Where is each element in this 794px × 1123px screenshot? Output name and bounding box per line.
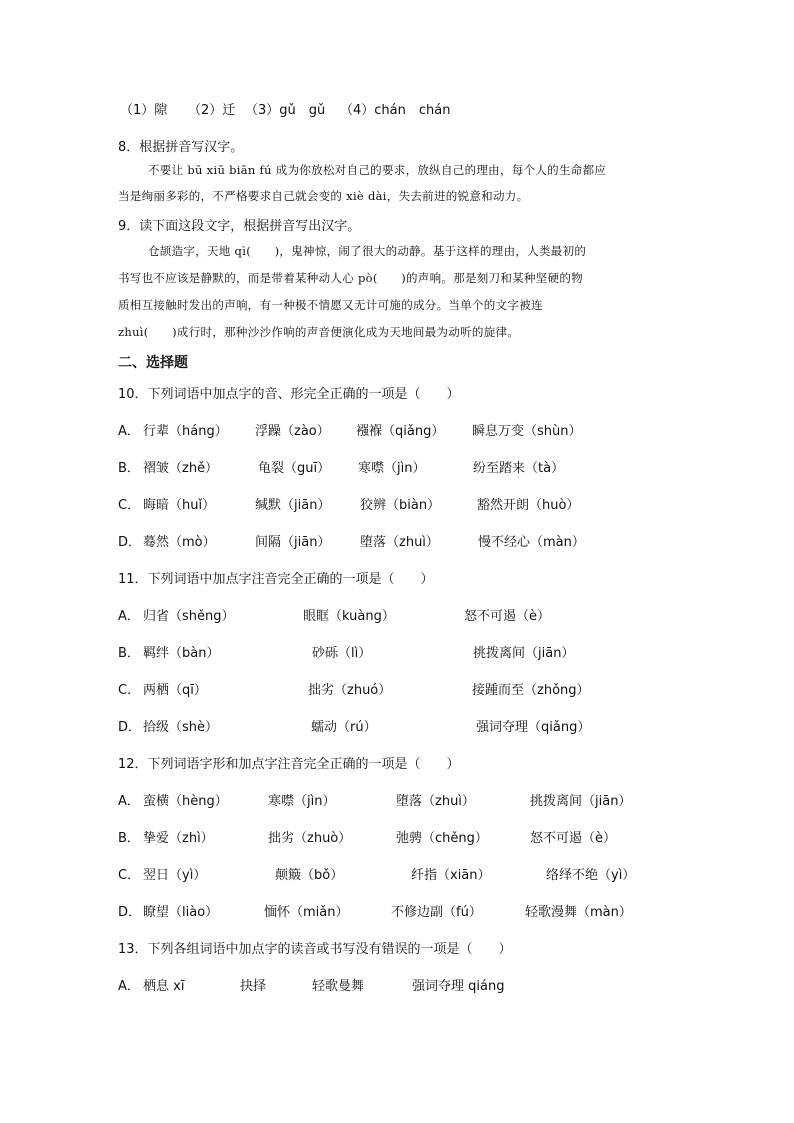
option-item: 浮躁（zào） bbox=[255, 424, 330, 439]
option-item: 弛骋（chěng） bbox=[396, 831, 488, 846]
option-item: 龟裂（guī） bbox=[258, 461, 331, 476]
option-item: 拙劣（zhuò） bbox=[268, 831, 352, 846]
answer-4: （4）chán chán bbox=[340, 103, 451, 118]
question-9-paragraph-line: zhuì( )成行时，那种沙沙作响的声音便演化成为天地间最为动听的旋律。 bbox=[118, 325, 520, 339]
option-item: 堕落（zhuì） bbox=[396, 794, 475, 809]
option-item: 瞭望（liào） bbox=[143, 905, 219, 920]
option-item: 翌日（yì） bbox=[143, 868, 207, 883]
option-item: 纤指（xiān） bbox=[411, 868, 491, 883]
question-12-title: 12．下列词语字形和加点字注音完全正确的一项是（ ） bbox=[118, 757, 460, 772]
option-item: 拙劣（zhuó） bbox=[308, 683, 392, 698]
question-11-title: 11．下列词语中加点字注音完全正确的一项是（ ） bbox=[118, 572, 434, 587]
answer-2: （2）迁 bbox=[188, 103, 236, 118]
option-item: 间隔（jiān） bbox=[255, 535, 331, 550]
option-letter: B． bbox=[118, 461, 140, 476]
option-item: 眼眶（kuàng） bbox=[303, 609, 395, 624]
option-letter: A． bbox=[118, 609, 140, 624]
question-10-title: 10．下列词语中加点字的音、形完全正确的一项是（ ） bbox=[118, 387, 460, 402]
question-8-paragraph-line: 不要让 bū xiū biān fú 成为你放松对自己的要求，放纵自己的理由，每个人的生命都应 bbox=[148, 163, 607, 177]
option-letter: C． bbox=[118, 683, 141, 698]
question-9-paragraph-line: 仓颉造字，天地 qì( )，鬼神惊，闹了很大的动静。基于这样的理由，人类最初的 bbox=[148, 244, 587, 258]
option-item: 瞬息万变（shùn） bbox=[472, 424, 582, 439]
option-item: 栖息 xī bbox=[143, 979, 185, 994]
option-item: 拾级（shè） bbox=[143, 720, 219, 735]
option-letter: C． bbox=[118, 498, 141, 513]
question-9-title: 9．读下面这段文字，根据拼音写出汉字。 bbox=[118, 219, 361, 234]
option-item: 蠕动（rú） bbox=[311, 720, 377, 735]
option-item: 纷至踏来（tà） bbox=[473, 461, 565, 476]
option-item: 挑拨离间（jiān） bbox=[530, 794, 632, 809]
answer-3: （3）gǔ gǔ bbox=[245, 103, 326, 118]
option-item: 缄默（jiān） bbox=[255, 498, 331, 513]
option-item: 寒噤（jìn） bbox=[358, 461, 426, 476]
question-13-title: 13．下列各组词语中加点字的读音或书写没有错误的一项是（ ） bbox=[118, 942, 512, 957]
option-item: 怒不可遏（è） bbox=[530, 831, 616, 846]
option-item: 挚爱（zhì） bbox=[143, 831, 214, 846]
option-item: 堕落（zhuì） bbox=[360, 535, 439, 550]
option-letter: B． bbox=[118, 831, 140, 846]
option-item: 颠簸（bǒ） bbox=[275, 868, 344, 883]
option-item: 强词夺理 qiáng bbox=[412, 979, 505, 994]
option-item: 褶皱（zhě） bbox=[143, 461, 219, 476]
option-letter: B． bbox=[118, 646, 140, 661]
option-item: 行辈（háng） bbox=[143, 424, 228, 439]
option-item: 晦暗（huǐ） bbox=[143, 498, 216, 513]
question-9-paragraph-line: 书写也不应该是静默的，而是带着某种动人心 pò( )的声响。那是刻刀和某种坚硬的物 bbox=[118, 271, 584, 285]
option-item: 砂砾（lì） bbox=[312, 646, 372, 661]
option-item: 豁然开朗（huò） bbox=[477, 498, 580, 513]
option-item: 轻歌漫舞（màn） bbox=[525, 905, 632, 920]
option-item: 抉择 bbox=[240, 979, 267, 994]
option-letter: D． bbox=[118, 720, 142, 735]
option-item: 羁绊（bàn） bbox=[143, 646, 220, 661]
question-9-paragraph-line: 质相互接触时发出的声响，有一种极不情愿又无计可施的成分。当单个的文字被连 bbox=[118, 298, 543, 312]
option-item: 狡辨（biàn） bbox=[360, 498, 441, 513]
question-8-paragraph-line: 当是绚丽多彩的，不严格要求自己就会变的 xiè dài，失去前进的锐意和动力。 bbox=[118, 189, 529, 203]
option-item: 愐怀（miǎn） bbox=[264, 905, 349, 920]
section-heading: 二、选择题 bbox=[118, 355, 188, 371]
option-letter: A． bbox=[118, 979, 140, 994]
option-item: 轻歌曼舞 bbox=[312, 979, 365, 994]
answer-1: （1）隙 bbox=[120, 103, 168, 118]
option-item: 挑拨离间（jiān） bbox=[473, 646, 575, 661]
option-item: 寒噤（jìn） bbox=[268, 794, 336, 809]
option-item: 两栖（qī） bbox=[143, 683, 207, 698]
option-letter: D． bbox=[118, 905, 142, 920]
option-item: 不修边副（fú） bbox=[391, 905, 482, 920]
option-item: 归省（shěng） bbox=[143, 609, 235, 624]
question-8-title: 8．根据拼音写汉字。 bbox=[118, 140, 244, 155]
option-item: 怒不可遏（è） bbox=[464, 609, 550, 624]
option-item: 接踵而至（zhǒng） bbox=[472, 683, 590, 698]
option-item: 蓦然（mò） bbox=[143, 535, 216, 550]
option-letter: A． bbox=[118, 794, 140, 809]
option-letter: A． bbox=[118, 424, 140, 439]
option-letter: C． bbox=[118, 868, 141, 883]
option-item: 襁褓（qiǎng） bbox=[356, 424, 445, 439]
option-item: 慢不经心（màn） bbox=[478, 535, 585, 550]
option-item: 强词夺理（qiǎng） bbox=[476, 720, 591, 735]
option-letter: D． bbox=[118, 535, 142, 550]
option-item: 蛮横（hèng） bbox=[143, 794, 228, 809]
option-item: 络绎不绝（yì） bbox=[546, 868, 636, 883]
